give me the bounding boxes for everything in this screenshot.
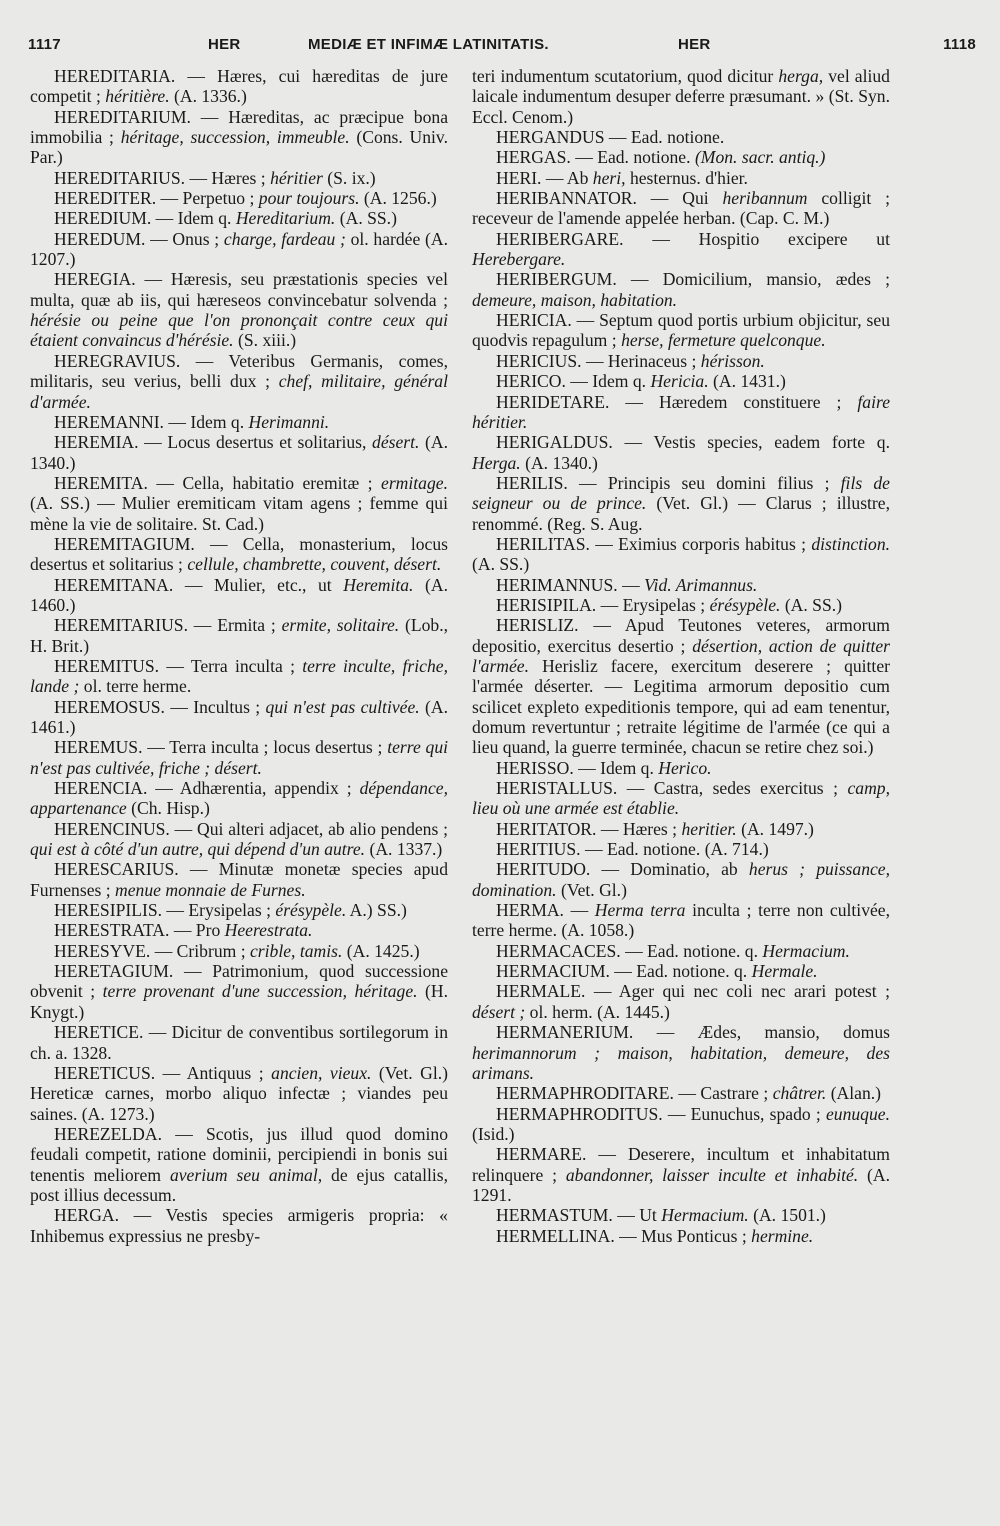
dictionary-entry	[472, 1226, 890, 1246]
entry-definition: — Hæres, cui hæreditas de jure competit ;	[30, 66, 448, 107]
entry-french-gloss: désertion, action de quitter l'armée.	[472, 635, 890, 676]
page-number-right: 1118	[943, 36, 976, 53]
entry-headword: HERMARE.	[496, 1144, 587, 1165]
entry-headword: HEREMITARIUS.	[54, 615, 188, 636]
entry-french-gloss: chef, militaire, général d'armée.	[30, 371, 448, 412]
entry-french-gloss: Heremita.	[343, 574, 414, 595]
entry-french-gloss: faire héritier.	[472, 391, 890, 432]
entry-reference: Herisliz facere, exercitum deserere ; quitter l'armée déserter. — Legitima armorum depositio cum scilicet expleto expeditionis tempore, qui ad eam tenentur, domum revertuntur ; retraite légitime de l'armée (ce qui a lieu quand, la guerre terminée, chacun se retire chez soi.)	[472, 655, 890, 758]
dictionary-entry	[472, 351, 890, 371]
guide-word-left: HER	[208, 36, 241, 53]
entry-headword: HERITIUS.	[496, 839, 581, 860]
entry-french-gloss: ermite, solitaire.	[281, 615, 400, 636]
entry-headword: HERESCARIUS.	[54, 859, 179, 880]
dictionary-entry	[472, 778, 890, 819]
entry-french-gloss: Herimanni.	[248, 411, 330, 432]
entry-headword: HERENCIA.	[54, 778, 148, 799]
entry-headword: HERGANDUS	[496, 127, 605, 148]
entry-headword: HERICIUS.	[496, 350, 582, 371]
entry-headword: HERIBERGARE.	[496, 228, 624, 249]
entry-french-gloss: héritier	[270, 167, 323, 188]
dictionary-entry	[472, 1144, 890, 1205]
entry-headword: HERGA.	[54, 1205, 119, 1226]
entry-reference: (A. 1256.)	[363, 188, 437, 209]
dictionary-entry	[472, 66, 890, 127]
dictionary-entry	[30, 656, 448, 697]
dictionary-entry	[472, 229, 890, 270]
entry-reference: (Isid.)	[472, 1123, 515, 1144]
entry-reference: (A. 1461.)	[30, 696, 448, 737]
entry-reference: (S. ix.)	[327, 167, 376, 188]
dictionary-entry	[30, 229, 448, 270]
entry-reference: vel aliud laicale indumentum desuper deferre præsumant. » (St. Syn. Eccl. Cenom.)	[472, 66, 890, 127]
entry-headword: HEREGIA.	[54, 269, 136, 290]
entry-headword: HERETICUS.	[54, 1062, 156, 1083]
entry-definition: — Terra inculta ;	[166, 655, 295, 676]
entry-french-gloss: herus ; puissance, domination.	[472, 859, 891, 900]
dictionary-entry	[30, 615, 448, 656]
running-title: MEDIÆ ET INFIMÆ LATINITATIS.	[308, 36, 549, 53]
entry-reference: (Cons. Univ. Par.)	[30, 127, 448, 168]
entry-reference: hesternus. d'hier.	[629, 167, 748, 188]
dictionary-entry	[472, 941, 890, 961]
entry-reference: de ejus catallis, post illius decessum.	[30, 1164, 448, 1205]
entry-french-gloss: abandonner, laisser inculte et inhabité.	[565, 1164, 859, 1185]
entry-french-gloss: cellule, chambrette, couvent, désert.	[187, 554, 442, 575]
entry-definition: — Cribrum ;	[154, 940, 246, 961]
entry-definition: — Domicilium, mansio, ædes ;	[630, 269, 890, 290]
entry-headword: HERIMANNUS.	[496, 574, 618, 595]
entry-headword: HERICO.	[496, 371, 566, 392]
entry-reference: (A. 1337.)	[369, 839, 443, 860]
entry-french-gloss: distinction.	[811, 533, 891, 554]
entry-definition: — Pro	[173, 920, 221, 941]
entry-definition: — Hæresis, seu præstationis species vel multa, quæ ab iis, qui hæreseos convincebatur solvenda ;	[30, 269, 448, 310]
entry-french-gloss: hérésie ou peine que l'on prononçait contre ceux qui étaient convaincus d'hérésie.	[30, 310, 448, 351]
entry-headword: HERMASTUM.	[496, 1205, 613, 1226]
entry-reference: ol. terre herme.	[83, 676, 192, 697]
entry-headword: HEREGRAVIUS.	[54, 350, 181, 371]
dictionary-entry	[30, 1022, 448, 1063]
entry-definition: — Herinaceus ;	[585, 350, 697, 371]
entry-french-gloss: heritier.	[681, 818, 737, 839]
entry-definition: — Eximius corporis habitus ;	[595, 533, 807, 554]
entry-definition: — Incultus ;	[170, 696, 261, 717]
entry-definition: — Scotis, jus illud quod domino feudali competit, ratione dominii, percipiendi in bonis sui tenentis meliorem	[30, 1123, 448, 1185]
dictionary-entry	[472, 981, 890, 1022]
entry-headword: HEREMITANA.	[54, 574, 174, 595]
entry-definition: — Ut	[617, 1205, 657, 1226]
dictionary-entry	[472, 147, 890, 167]
entry-french-gloss: dépendance, appartenance	[30, 778, 448, 819]
entry-headword: HERESYVE.	[54, 940, 151, 961]
dictionary-entry	[472, 432, 890, 473]
dictionary-entry	[472, 900, 890, 941]
dictionary-entry	[472, 310, 890, 351]
entry-headword: HERIDETARE.	[496, 391, 610, 412]
entry-headword: HERGAS.	[496, 147, 571, 168]
entry-definition: — Ab	[545, 167, 589, 188]
entry-headword: HEREZELDA.	[54, 1123, 162, 1144]
dictionary-entry	[30, 107, 448, 168]
dictionary-entry	[30, 188, 448, 208]
entry-french-gloss: fils de seigneur ou de prince.	[472, 472, 890, 514]
entry-reference: (Ch. Hisp.)	[131, 798, 210, 819]
right-column	[472, 66, 890, 1246]
entry-french-gloss: heri,	[592, 167, 626, 188]
dictionary-entry	[30, 920, 448, 940]
entry-french-gloss: Heerestrata.	[224, 920, 313, 941]
entry-french-gloss: terre provenant d'une succession, héritage.	[102, 981, 418, 1002]
entry-definition: — Mus Ponticus ;	[619, 1225, 747, 1246]
entry-definition: — Patrimonium, quod successione obvenit ;	[30, 961, 448, 1002]
dictionary-entry	[472, 615, 890, 757]
dictionary-entry	[30, 778, 448, 819]
entry-definition: — Qui	[650, 188, 709, 209]
entry-headword: HEREMANNI.	[54, 411, 164, 432]
entry-reference: (A. 1501.)	[753, 1205, 826, 1226]
entry-definition: — Hæres ;	[189, 167, 266, 188]
entry-french-gloss: désert.	[372, 432, 420, 453]
dictionary-entry	[30, 819, 448, 860]
entry-french-gloss: crible, tamis.	[250, 940, 343, 961]
entry-french-gloss: camp, lieu où une armée est établie.	[472, 778, 890, 819]
dictionary-entry	[472, 534, 890, 575]
dictionary-entry	[472, 371, 890, 391]
entry-headword: HERISTALLUS.	[496, 778, 618, 799]
entry-french-gloss: châtrer.	[772, 1083, 827, 1104]
entry-reference: (Alan.)	[830, 1083, 882, 1104]
entry-reference: (A. SS.)	[784, 594, 843, 615]
entry-headword: HEREMUS.	[54, 737, 143, 758]
entry-headword: HERESIPILIS.	[54, 900, 163, 921]
entry-headword: HERISSO.	[496, 757, 574, 778]
entry-reference: (A. SS.)	[339, 208, 397, 229]
entry-headword: HERISIPILA.	[496, 594, 597, 615]
entry-headword: HERIBERGUM.	[496, 269, 617, 290]
entry-french-gloss: Herma terra	[594, 900, 686, 921]
entry-definition: — Ermita ;	[193, 615, 276, 636]
entry-definition: — Deserere, incultum et inhabitatum relinquere ;	[472, 1144, 890, 1185]
dictionary-entry	[472, 961, 890, 981]
entry-definition: — Adhærentia, appendix ;	[155, 778, 352, 799]
entry-french-gloss: hermine.	[751, 1225, 814, 1246]
running-head	[28, 36, 976, 64]
entry-reference: (H. Knygt.)	[30, 981, 448, 1022]
entry-headword: HERETICE.	[54, 1022, 144, 1043]
entry-french-gloss: Hericia.	[650, 371, 709, 392]
entry-french-gloss: (Mon. sacr. antiq.)	[694, 147, 826, 168]
dictionary-entry	[30, 697, 448, 738]
entry-definition: — Onus ;	[150, 228, 220, 249]
entry-definition: — Minutæ monetæ species apud Furnenses ;	[30, 859, 448, 900]
entry-headword: HEREMIA.	[54, 432, 139, 453]
dictionary-entry	[30, 351, 448, 412]
entry-french-gloss: désert ;	[472, 1001, 526, 1022]
entry-french-gloss: Hermale.	[751, 961, 818, 982]
entry-reference: (A. 1340.)	[30, 432, 448, 473]
dictionary-entry	[472, 269, 890, 310]
entry-reference: (A. 1497.)	[741, 818, 814, 839]
entry-definition: — Ead. notione.	[575, 147, 691, 168]
left-column	[30, 66, 448, 1246]
entry-definition: — Veteribus Germanis, comes, militaris, seu verius, belli dux ;	[30, 350, 448, 392]
entry-headword: HERMA.	[496, 900, 564, 921]
entry-definition: — Hæres ;	[600, 818, 678, 839]
dictionary-entry	[30, 900, 448, 920]
entry-headword: HEREDITARIUM.	[54, 106, 191, 127]
entry-french-gloss: érésypèle.	[275, 900, 347, 921]
entry-reference: (Vet. Gl.)	[560, 879, 627, 900]
dictionary-entry	[30, 961, 448, 1022]
entry-french-gloss: Herico.	[658, 757, 712, 778]
dictionary-entry	[472, 859, 890, 900]
entry-reference: (A. 1425.)	[346, 940, 420, 961]
dictionary-entry	[30, 941, 448, 961]
entry-reference: A.) SS.)	[349, 900, 407, 921]
entry-french-gloss: Hermacium.	[661, 1205, 749, 1226]
dictionary-entry	[30, 1205, 448, 1246]
entry-definition: — Ead. notione. q.	[625, 940, 758, 961]
entry-french-gloss: Hermacium.	[762, 940, 850, 961]
dictionary-entry	[30, 1063, 448, 1124]
entry-headword: HEREMITA.	[54, 472, 148, 493]
entry-french-gloss: Herga.	[472, 452, 521, 473]
entry-definition: —	[622, 574, 640, 595]
entry-headword: HEREDITARIA.	[54, 66, 176, 86]
dictionary-entry	[472, 758, 890, 778]
entry-headword: HERIGALDUS.	[496, 432, 613, 453]
dictionary-entry	[30, 208, 448, 228]
entry-definition: —	[570, 900, 589, 921]
entry-definition: — Terra inculta ; locus desertus ;	[147, 737, 383, 758]
entry-french-gloss: érésypèle.	[709, 594, 781, 615]
entry-headword: HERILIS.	[496, 472, 568, 493]
dictionary-entry	[30, 432, 448, 473]
entry-reference: ol. herm. (A. 1445.)	[529, 1001, 670, 1022]
dictionary-entry	[30, 412, 448, 432]
entry-definition: — Apud Teutones veteres, armorum depositio, exercitus desertio ;	[472, 615, 890, 656]
entry-definition: — Locus desertus et solitarius,	[144, 432, 367, 453]
entry-french-gloss: héritage, succession, immeuble.	[120, 127, 350, 148]
dictionary-entry	[472, 839, 890, 859]
entry-definition: — Castra, sedes exercitus ;	[626, 778, 839, 799]
entry-definition: — Castrare ;	[678, 1083, 769, 1104]
entry-french-gloss: terre qui n'est pas cultivée, friche ; désert.	[30, 737, 448, 778]
entry-french-gloss: terre inculte, friche, lande ;	[30, 655, 448, 697]
dictionary-entry	[472, 575, 890, 595]
entry-definition: — Hospitio excipere ut	[652, 228, 890, 249]
entry-headword: HERMACACES.	[496, 940, 621, 961]
entry-definition: — Eunuchus, spado ;	[667, 1103, 821, 1124]
entry-definition: — Erysipelas ;	[600, 594, 706, 615]
entry-french-gloss: heribannum	[722, 188, 808, 209]
entry-definition: — Ead. notione.	[608, 127, 725, 148]
entry-reference: (A. 1460.)	[30, 574, 448, 615]
dictionary-entry	[30, 534, 448, 575]
entry-headword: HERILITAS.	[496, 533, 590, 554]
entry-headword: HERITATOR.	[496, 818, 597, 839]
entry-definition: — Dominatio, ab	[601, 859, 738, 880]
entry-definition: — Idem q.	[578, 757, 654, 778]
entry-reference: ol. hardée (A. 1207.)	[30, 228, 448, 270]
entry-headword: HEREDITER.	[54, 188, 157, 209]
entry-headword: HERICIA.	[496, 310, 572, 331]
dictionary-entry	[30, 66, 448, 107]
dictionary-entry	[472, 595, 890, 615]
entry-definition: — Hæredem constituere ;	[625, 391, 842, 412]
entry-french-gloss: herimannorum ; maison, habitation, demeure, des arimans.	[472, 1042, 890, 1083]
entry-definition: — Septum quod portis urbium objicitur, seu quodvis repagulum ;	[472, 310, 890, 351]
entry-headword: HERISLIZ.	[496, 615, 579, 636]
entry-definition: — Vestis species, eadem forte q.	[624, 432, 890, 453]
entry-headword: HERMANERIUM.	[496, 1022, 634, 1043]
dictionary-entry	[472, 188, 890, 229]
entry-headword: HEREDUM.	[54, 228, 146, 249]
entry-definition: — Mulier, etc., ut	[184, 574, 332, 595]
entry-reference: (Vet. Gl.) Hereticæ carnes, morbo aliquo infectæ ; viandes peu saines. (A. 1273.)	[30, 1062, 448, 1124]
entry-headword: HERENCINUS.	[54, 818, 170, 839]
entry-definition: — Ædes, mansio, domus	[656, 1022, 890, 1043]
dictionary-entry	[30, 859, 448, 900]
entry-french-gloss: ermitage.	[381, 472, 448, 493]
entry-reference: (A. 1336.)	[174, 86, 247, 107]
entry-headword: HERMELLINA.	[496, 1225, 615, 1246]
entry-reference: (S. xiii.)	[238, 330, 297, 351]
entry-definition: — Principis seu domini filius ;	[579, 472, 830, 493]
entry-definition: — Ead. notione. q.	[614, 961, 748, 982]
entry-french-gloss: qui est à côté d'un autre, qui dépend d'un autre.	[30, 839, 366, 860]
dictionary-entry	[472, 473, 890, 534]
dictionary-entry	[472, 1022, 890, 1083]
entry-headword: HERIBANNATOR.	[496, 188, 637, 209]
entry-reference: (A. SS.)	[472, 554, 530, 575]
page-number-left: 1117	[28, 36, 61, 53]
entry-french-gloss: herse, fermeture quelconque.	[621, 330, 826, 351]
entry-definition: — Ead. notione.	[584, 839, 701, 860]
entry-french-gloss: pour toujours.	[258, 188, 360, 209]
dictionary-entry	[472, 392, 890, 433]
entry-french-gloss: charge, fardeau ;	[223, 228, 346, 249]
entry-definition: — Cella, monasterium, locus desertus et solitarius ;	[30, 533, 448, 575]
entry-definition: — Idem q.	[155, 208, 232, 229]
dictionary-entry	[472, 1205, 890, 1225]
dictionary-entry	[30, 1124, 448, 1205]
entry-french-gloss: Herebergare.	[472, 249, 566, 270]
entry-definition: — Vestis species armigeris propria: « Inhibemus expressius ne presby-	[30, 1205, 448, 1246]
dictionary-entry	[472, 168, 890, 188]
entry-headword: HEREMITAGIUM.	[54, 533, 195, 554]
entry-headword: HEREDITARIUS.	[54, 167, 186, 188]
entry-headword: HERMAPHRODITUS.	[496, 1103, 663, 1124]
dictionary-entry	[472, 1104, 890, 1145]
dictionary-entry	[30, 473, 448, 534]
entry-headword: HERI.	[496, 167, 542, 188]
entry-reference: (A. SS.) — Mulier eremiticam vitam agens ; femme qui mène la vie de solitaire. St. Cad.)	[30, 493, 448, 534]
dictionary-entry	[472, 127, 890, 147]
entry-definition: — Ager qui nec coli nec arari potest ;	[593, 981, 890, 1002]
entry-french-gloss: ancien, vieux.	[271, 1062, 372, 1083]
entry-headword: HERESTRATA.	[54, 920, 170, 941]
guide-word-right: HER	[678, 36, 711, 53]
entry-definition: — Cella, habitatio eremitæ ;	[156, 472, 373, 493]
entry-french-gloss: héritière.	[105, 86, 170, 107]
dictionary-entry	[30, 737, 448, 778]
entry-headword: HERITUDO.	[496, 859, 591, 880]
entry-reference: (Vet. Gl.) — Clarus ; illustre, renommé. (Reg. S. Aug.	[472, 493, 890, 534]
entry-french-gloss: menue monnaie de Furnes.	[115, 879, 306, 900]
entry-headword: HERMALE.	[496, 981, 586, 1002]
dictionary-entry	[30, 269, 448, 350]
entry-headword: HERMACIUM.	[496, 961, 610, 982]
entry-french-gloss: averium seu animal,	[169, 1164, 323, 1185]
entry-reference: (A. 1340.)	[525, 452, 598, 473]
entry-french-gloss: herga,	[778, 66, 824, 86]
dictionary-entry	[472, 1083, 890, 1103]
entry-definition: teri indumentum scutatorium, quod dicitur	[472, 66, 774, 86]
dictionary-entry	[472, 819, 890, 839]
entry-definition: — Idem q.	[570, 371, 647, 392]
entry-definition: — Perpetuo ;	[160, 188, 255, 209]
entry-reference: colligit ; receveur de l'amende appelée herban. (Cap. C. M.)	[472, 188, 890, 229]
entry-french-gloss: demeure, maison, habitation.	[472, 289, 678, 310]
entry-french-gloss: Hereditarium.	[235, 208, 336, 229]
entry-definition: — Erysipelas ;	[166, 900, 271, 921]
entry-definition: — Hæreditas, ac præcipue bona immobilia ;	[30, 106, 449, 148]
entry-definition: — Antiquus ;	[162, 1062, 264, 1083]
entry-headword: HEREDIUM.	[54, 208, 152, 229]
entry-reference: (Lob., H. Brit.)	[30, 615, 449, 656]
entry-headword: HERMAPHRODITARE.	[496, 1083, 674, 1104]
entry-headword: HERETAGIUM.	[54, 961, 174, 982]
entry-definition: — Dicitur de conventibus sortilegorum in ch. a. 1328.	[30, 1022, 448, 1063]
dictionary-entry	[30, 168, 448, 188]
entry-french-gloss: Vid. Arimannus.	[644, 574, 758, 595]
entry-headword: HEREMITUS.	[54, 655, 160, 676]
entry-french-gloss: eunuque.	[825, 1103, 890, 1124]
entry-definition: — Idem q.	[168, 411, 245, 432]
entry-definition: — Qui alteri adjacet, ab alio pendens ;	[174, 818, 448, 839]
entry-french-gloss: hérisson.	[700, 350, 765, 371]
entry-reference: (A. 1291.	[472, 1164, 890, 1205]
entry-french-gloss: qui n'est pas cultivée.	[265, 696, 420, 717]
entry-headword: HEREMOSUS.	[54, 696, 165, 717]
entry-reference: (A. 1431.)	[713, 371, 786, 392]
dictionary-entry	[30, 575, 448, 616]
entry-reference: (A. 714.)	[704, 839, 769, 860]
entry-reference: inculta ; terre non cultivée, terre herme. (A. 1058.)	[472, 900, 891, 941]
